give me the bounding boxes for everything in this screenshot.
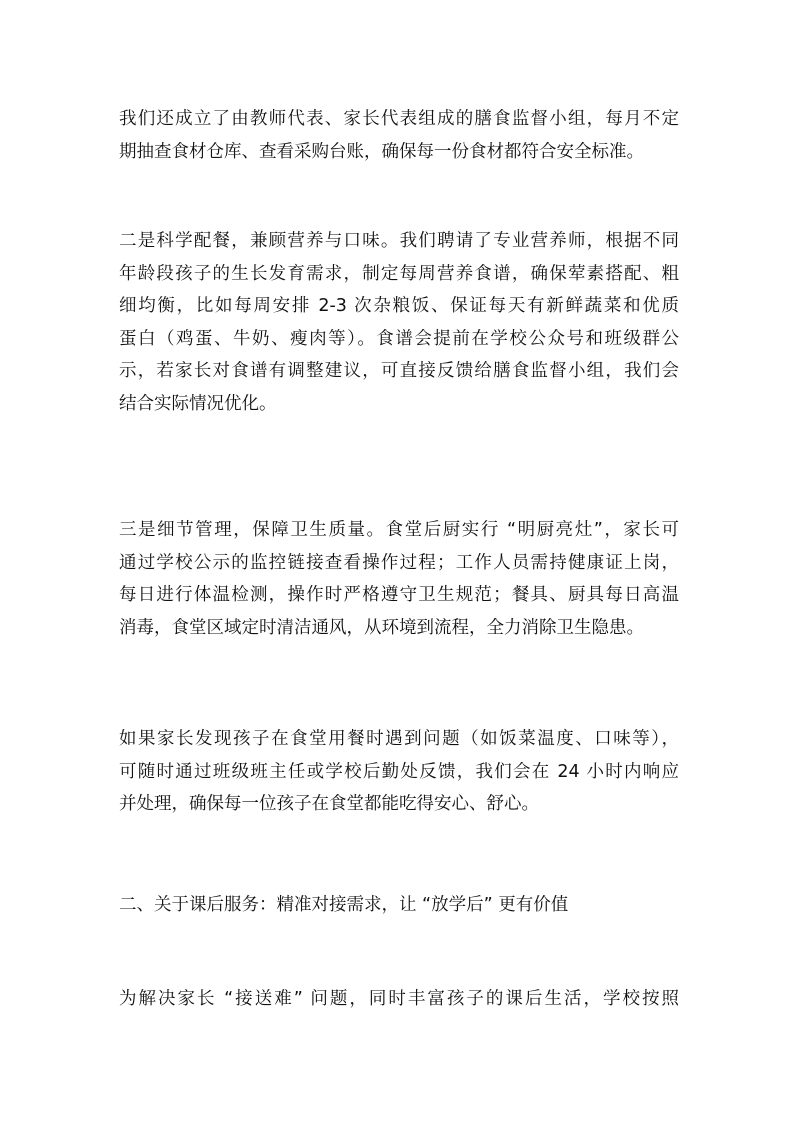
paragraph-line: 示，若家长对食谱有调整建议，可直接反馈给膳食监督小组，我们会 [119,361,679,381]
paragraph-line: 二是科学配餐，兼顾营养与口味。我们聘请了专业营养师，根据不同 [119,231,679,251]
section-heading: 二、关于课后服务：精准对接需求，让 “放学后” 更有价值 [119,895,569,915]
paragraph-feedback [119,723,679,821]
paragraph-line: 可随时通过班级班主任或学校后勤处反馈，我们会在 24 小时内响应 [119,761,679,782]
paragraph-line: 蛋白（鸡蛋、牛奶、瘦肉等）。食谱会提前在学校公众号和班级群公 [119,328,679,349]
paragraph-line: 通过学校公示的监控链接查看操作过程；工作人员需持健康证上岗， [119,552,679,573]
paragraph-line: 我们还成立了由教师代表、家长代表组成的膳食监督小组，每月不定 [119,109,679,129]
paragraph-line: 三是细节管理，保障卫生质量。食堂后厨实行 “明厨亮灶”，家长可 [119,520,679,540]
paragraph-line: 年龄段孩子的生长发育需求，制定每周营养食谱，确保荤素搭配、粗 [119,263,679,284]
paragraph-nutrition [119,225,679,420]
paragraph-line: 细均衡，比如每周安排 2-3 次杂粮饭、保证每天有新鲜蔬菜和优质 [119,296,679,316]
paragraph-supervision [119,103,679,168]
paragraph-line: 如果家长发现孩子在食堂用餐时遇到问题（如饭菜温度、口味等）， [119,729,679,749]
paragraph-line: 期抽查食材仓库、查看采购台账，确保每一份食材都符合安全标准。 [119,141,644,162]
paragraph-after-school [119,983,679,1016]
paragraph-line: 每日进行体温检测，操作时严格遵守卫生规范；餐具、厨具每日高温 [119,585,679,605]
paragraph-line: 为解决家长 “接送难” 问题，同时丰富孩子的课后生活，学校按照 [119,989,679,1009]
paragraph-line: 结合实际情况优化。 [119,393,277,414]
paragraph-hygiene [119,514,679,644]
paragraph-line: 并处理，确保每一位孩子在食堂都能吃得安心、舒心。 [119,794,539,814]
paragraph-line: 消毒，食堂区域定时清洁通风，从环境到流程，全力消除卫生隐患。 [119,617,644,638]
